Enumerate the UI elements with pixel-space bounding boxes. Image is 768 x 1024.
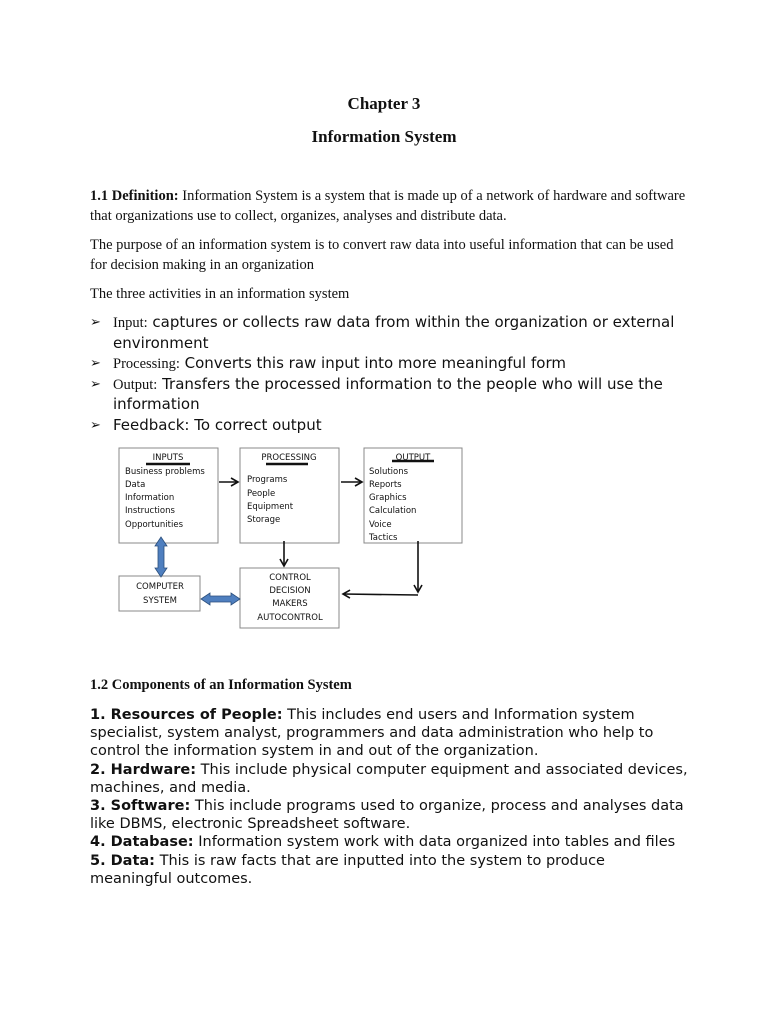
output-item: Voice bbox=[369, 520, 392, 530]
inputs-item: Business problems bbox=[125, 467, 205, 477]
processing-item: Storage bbox=[247, 515, 281, 525]
control-label: AUTOCONTROL bbox=[257, 613, 323, 623]
arrow-bullet-icon: ➢ bbox=[90, 356, 101, 371]
components-heading: 1.2 Components of an Information System bbox=[90, 677, 352, 693]
output-to-control-arrow bbox=[343, 594, 418, 595]
output-item: Calculation bbox=[369, 506, 417, 516]
activity-text: Transfers the processed information to the people who will use the information bbox=[113, 374, 663, 413]
page-title: Information System bbox=[311, 127, 457, 146]
processing-item: People bbox=[247, 489, 276, 499]
activities-intro: The three activities in an information system bbox=[90, 286, 350, 302]
activity-lead: Processing: bbox=[113, 356, 180, 372]
component-text: This include programs used to organize, process and analyses data like DBMS, electronic Spreadsheet software. bbox=[90, 798, 684, 833]
activity-lead: Input: bbox=[113, 315, 148, 331]
processing-item: Equipment bbox=[247, 502, 294, 512]
control-label: DECISION bbox=[269, 586, 311, 596]
activity-lead: Output: bbox=[113, 376, 158, 393]
component-label: 5. Data: bbox=[90, 852, 155, 869]
component-label: 2. Hardware: bbox=[90, 761, 197, 778]
control-label: CONTROL bbox=[269, 573, 311, 583]
component-label: 4. Database: bbox=[90, 834, 194, 851]
arrow-bullet-icon: ➢ bbox=[90, 417, 101, 433]
component-text: Information system work with data organized into tables and files bbox=[193, 834, 676, 851]
output-item: Solutions bbox=[369, 467, 409, 477]
components-list bbox=[90, 706, 690, 888]
computer-system-label: COMPUTER bbox=[136, 582, 184, 592]
inputs-item: Information bbox=[125, 493, 175, 503]
processing-heading: PROCESSING bbox=[261, 453, 317, 463]
component-label: 3. Software: bbox=[90, 798, 191, 815]
component-text: This includes end users and Information system specialist, system analyst, programmers and data administration who help to control the information system in and out of the organization. bbox=[90, 707, 654, 760]
inputs-item: Instructions bbox=[125, 506, 175, 516]
processing-item: Programs bbox=[247, 475, 288, 485]
inputs-heading: INPUTS bbox=[152, 453, 184, 463]
definition-label: 1.1 Definition: bbox=[90, 188, 179, 204]
component-text: This include physical computer equipment and associated devices, machines, and media. bbox=[90, 761, 688, 796]
inputs-item: Data bbox=[125, 480, 146, 490]
list-item bbox=[90, 852, 690, 888]
output-item: Tactics bbox=[369, 533, 398, 543]
inputs-computer-double-arrow bbox=[155, 537, 167, 577]
list-item bbox=[90, 833, 690, 851]
computer-control-double-arrow bbox=[201, 593, 240, 605]
activity-text: Feedback: To correct output bbox=[113, 415, 322, 434]
output-item: Reports bbox=[369, 480, 402, 490]
list-item bbox=[90, 797, 690, 833]
arrow-bullet-icon: ➢ bbox=[90, 376, 101, 392]
definition-text: Information System is a system that is made up of a network of hardware and software that organizations use to collect, organizes, analyses and distribute data. bbox=[90, 188, 686, 224]
component-label: 1. Resources of People: bbox=[90, 707, 283, 723]
activity-text: Converts this raw input into more meaningful form bbox=[179, 354, 566, 372]
computer-system-label: SYSTEM bbox=[143, 596, 177, 606]
arrow-bullet-icon: ➢ bbox=[90, 315, 101, 330]
list-item bbox=[90, 706, 690, 761]
output-heading: OUTPUT bbox=[395, 453, 431, 463]
inputs-item: Opportunities bbox=[125, 520, 183, 530]
activity-text: captures or collects raw data from within the organization or external environment bbox=[113, 313, 675, 352]
component-text: This is raw facts that are inputted into the system to produce meaningful outcomes. bbox=[90, 852, 605, 887]
chapter-title: Chapter 3 bbox=[347, 94, 421, 113]
control-label: MAKERS bbox=[272, 599, 308, 609]
output-item: Graphics bbox=[369, 493, 407, 503]
purpose-paragraph: The purpose of an information system is to convert raw data into useful information that can be used for decision making in an organization bbox=[90, 237, 674, 273]
list-item bbox=[90, 761, 690, 797]
